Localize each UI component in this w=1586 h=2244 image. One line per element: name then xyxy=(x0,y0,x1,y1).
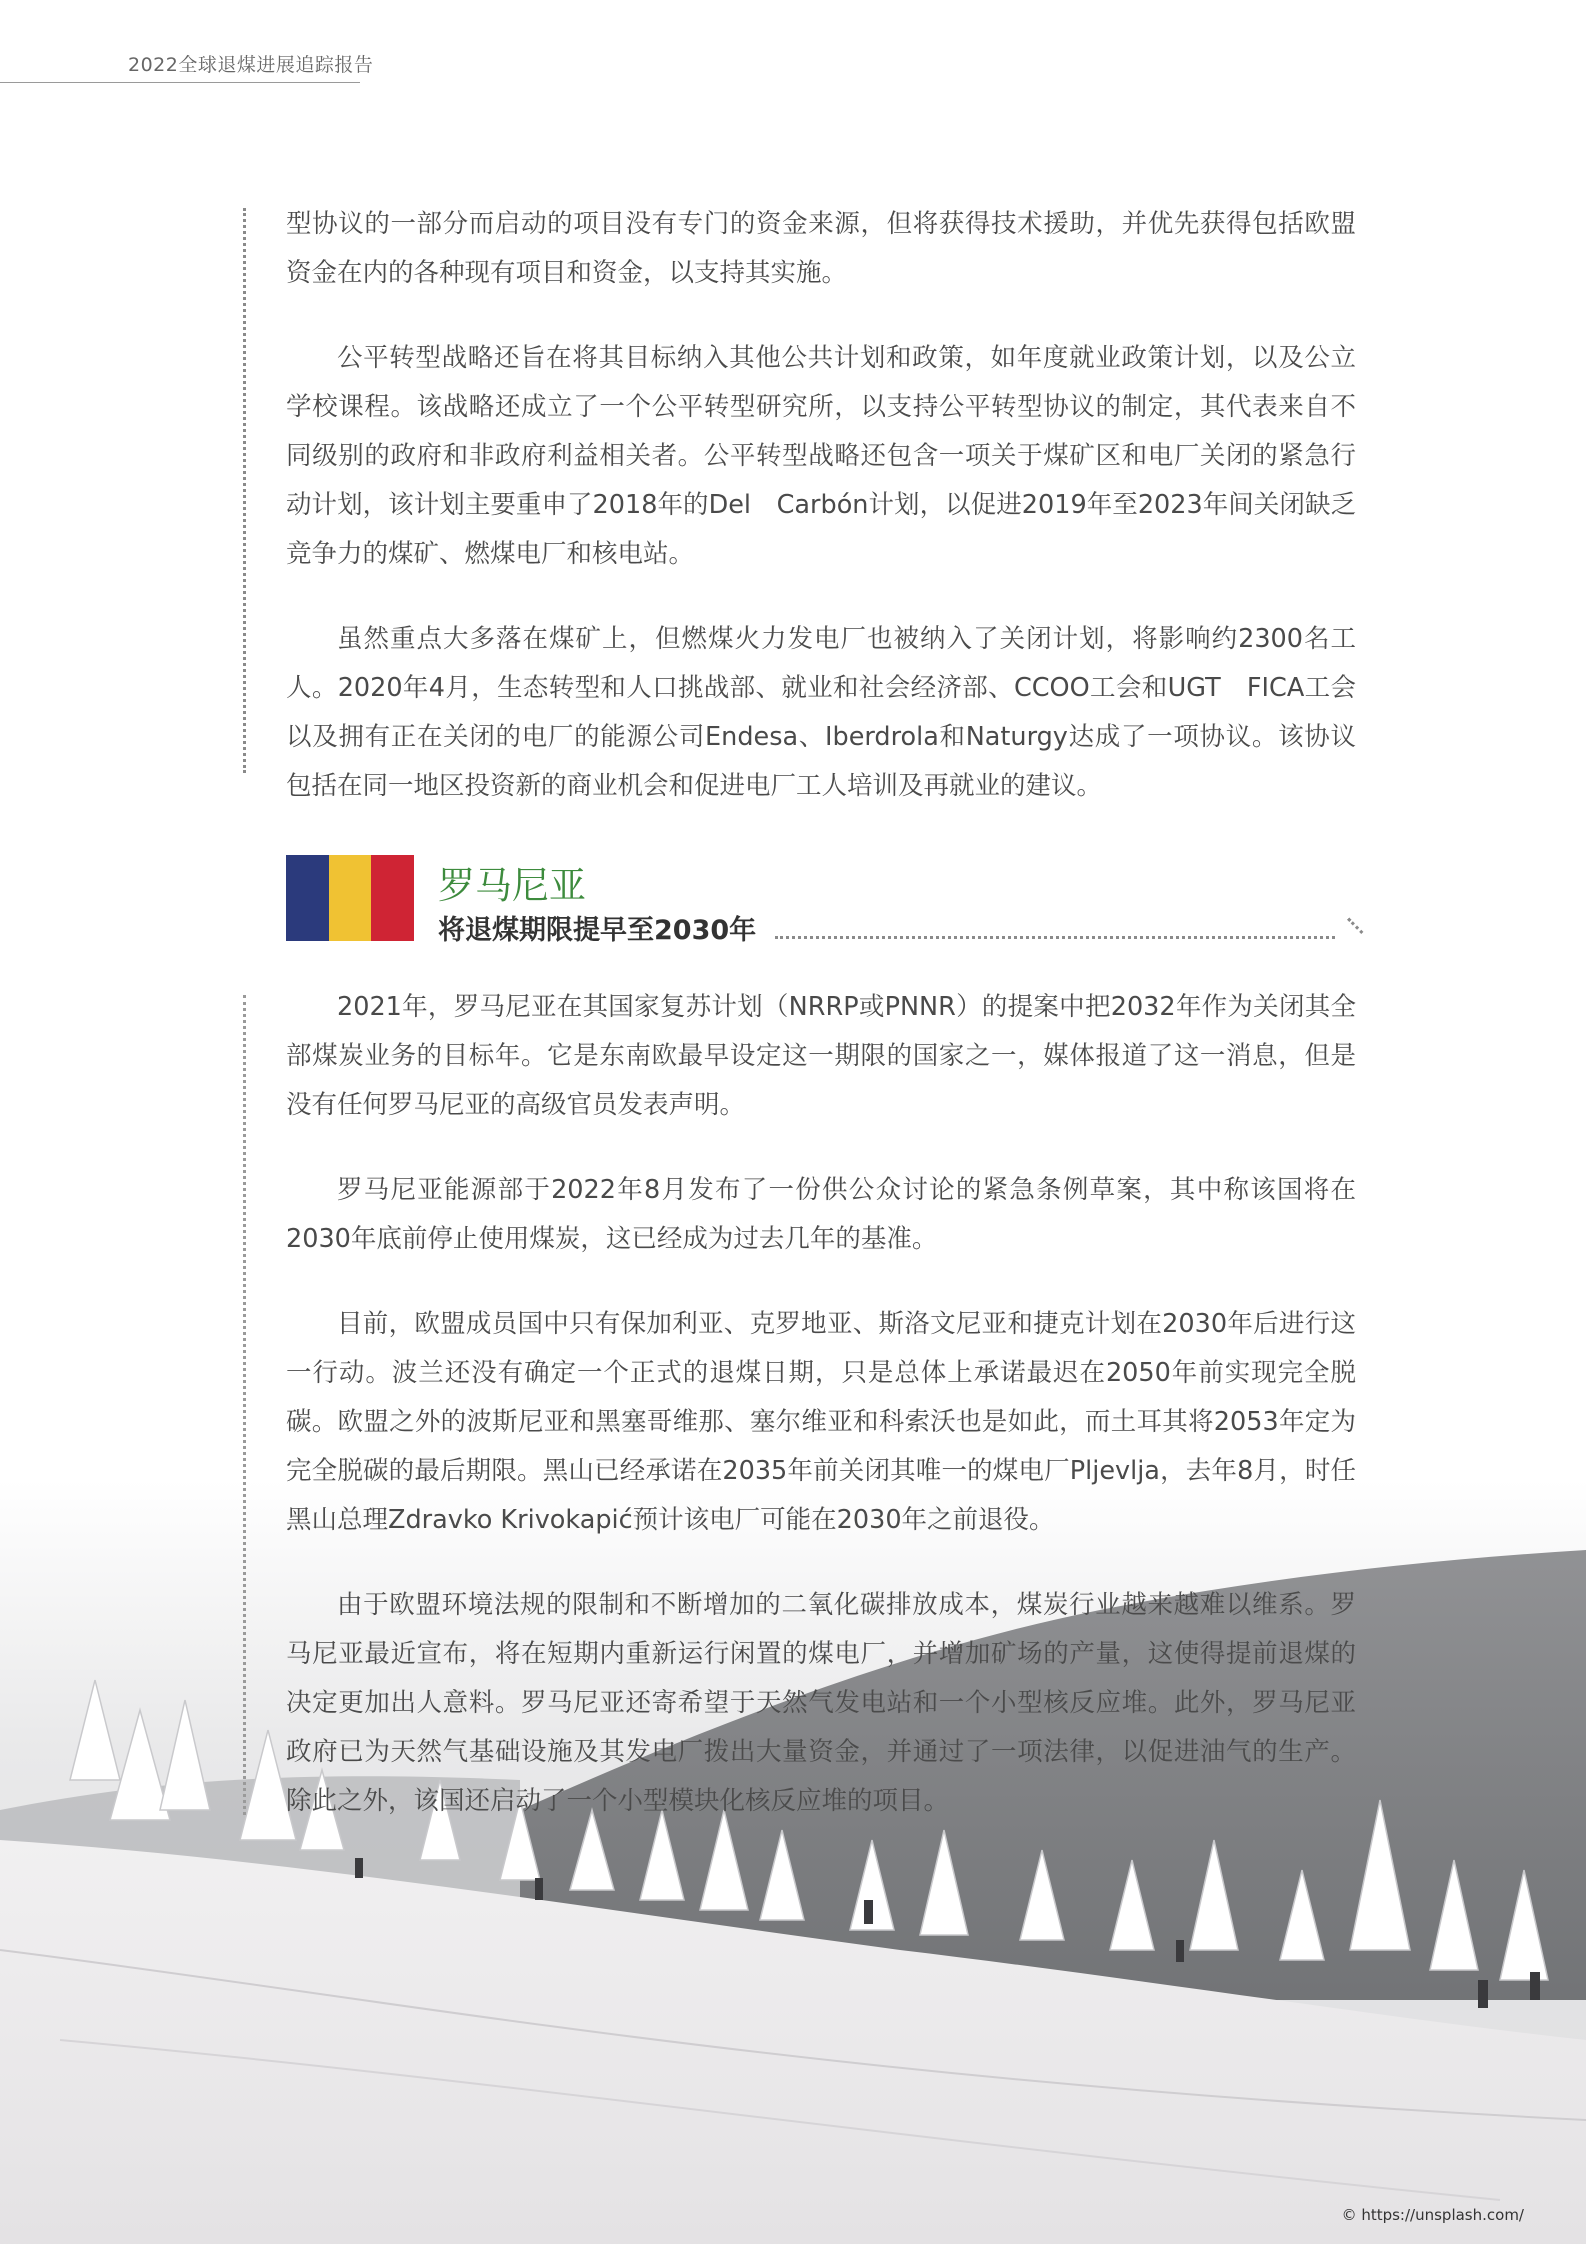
flag-stripe-yellow xyxy=(329,855,372,941)
running-header: 2022全球退煤进展追踪报告 xyxy=(128,54,374,76)
paragraph: 公平转型战略还旨在将其目标纳入其他公共计划和政策，如年度就业政策计划，以及公立学校课程。该战略还成立了一个公平转型研究所，以支持公平转型协议的制定，其代表来自不同级别的政府和非政府利益相关者。公平转型战略还包含一项关于煤矿区和电厂关闭的紧急行动计划，该计划主要重申了2018年的Del Carbón计划，以促进2019年至2023年间关闭缺乏竞争力的煤矿、燃煤电厂和核电站。 xyxy=(286,343,1356,569)
photo-credit: © https://unsplash.com/ xyxy=(1341,2206,1524,2224)
subtitle-dotted-rule-end xyxy=(1333,918,1363,948)
header-divider xyxy=(0,82,360,83)
flag-stripe-red xyxy=(371,855,414,941)
margin-dotted-line-top xyxy=(243,208,246,773)
paragraph: 型协议的一部分而启动的项目没有专门的资金来源，但将获得技术援助，并优先获得包括欧盟资金在内的各种现有项目和资金，以支持其实施。 xyxy=(286,209,1356,288)
top-text-block xyxy=(286,200,1356,847)
paragraph: 虽然重点大多落在煤矿上，但燃煤火力发电厂也被纳入了关闭计划，将影响约2300名工人。2020年4月，生态转型和人口挑战部、就业和社会经济部、CCOO工会和UGT FICA工会以及拥有正在关闭的电厂的能源公司Endesa、Iberdrola和Naturgy达成了一项协议。该协议包括在同一地区投资新的商业机会和促进电厂工人培训及再就业的建议。 xyxy=(286,624,1356,801)
section-title: 罗马尼亚 xyxy=(438,864,586,907)
paragraph: 目前，欧盟成员国中只有保加利亚、克罗地亚、斯洛文尼亚和捷克计划在2030年后进行这一行动。波兰还没有确定一个正式的退煤日期，只是总体上承诺最迟在2050年前实现完全脱碳。欧盟之外的波斯尼亚和黑塞哥维那、塞尔维亚和科索沃也是如此，而土耳其将2053年定为完全脱碳的最后期限。黑山已经承诺在2035年前关闭其唯一的煤电厂Pljevlja，去年8月，时任黑山总理Zdravko Krivokapić预计该电厂可能在2030年之前退役。 xyxy=(286,1309,1356,1535)
paragraph: 2021年，罗马尼亚在其国家复苏计划（NRRP或PNNR）的提案中把2032年作为关闭其全部煤炭业务的目标年。它是东南欧最早设定这一期限的国家之一，媒体报道了这一消息，但是没有任何罗马尼亚的高级官员发表声明。 xyxy=(286,992,1356,1120)
margin-dotted-line-bottom xyxy=(243,995,246,1815)
subtitle-dotted-rule xyxy=(775,936,1335,939)
romania-flag xyxy=(286,855,414,941)
romania-text-block xyxy=(286,983,1356,1862)
paragraph: 罗马尼亚能源部于2022年8月发布了一份供公众讨论的紧急条例草案，其中称该国将在2030年底前停止使用煤炭，这已经成为过去几年的基准。 xyxy=(286,1175,1356,1254)
paragraph: 由于欧盟环境法规的限制和不断增加的二氧化碳排放成本，煤炭行业越来越难以维系。罗马尼亚最近宣布，将在短期内重新运行闲置的煤电厂，并增加矿场的产量，这使得提前退煤的决定更加出人意料。罗马尼亚还寄希望于天然气发电站和一个小型核反应堆。此外，罗马尼亚政府已为天然气基础设施及其发电厂拨出大量资金，并通过了一项法律，以促进油气的生产。除此之外，该国还启动了一个小型模块化核反应堆的项目。 xyxy=(286,1590,1356,1816)
flag-stripe-blue xyxy=(286,855,329,941)
section-subtitle: 将退煤期限提早至2030年 xyxy=(438,915,757,946)
